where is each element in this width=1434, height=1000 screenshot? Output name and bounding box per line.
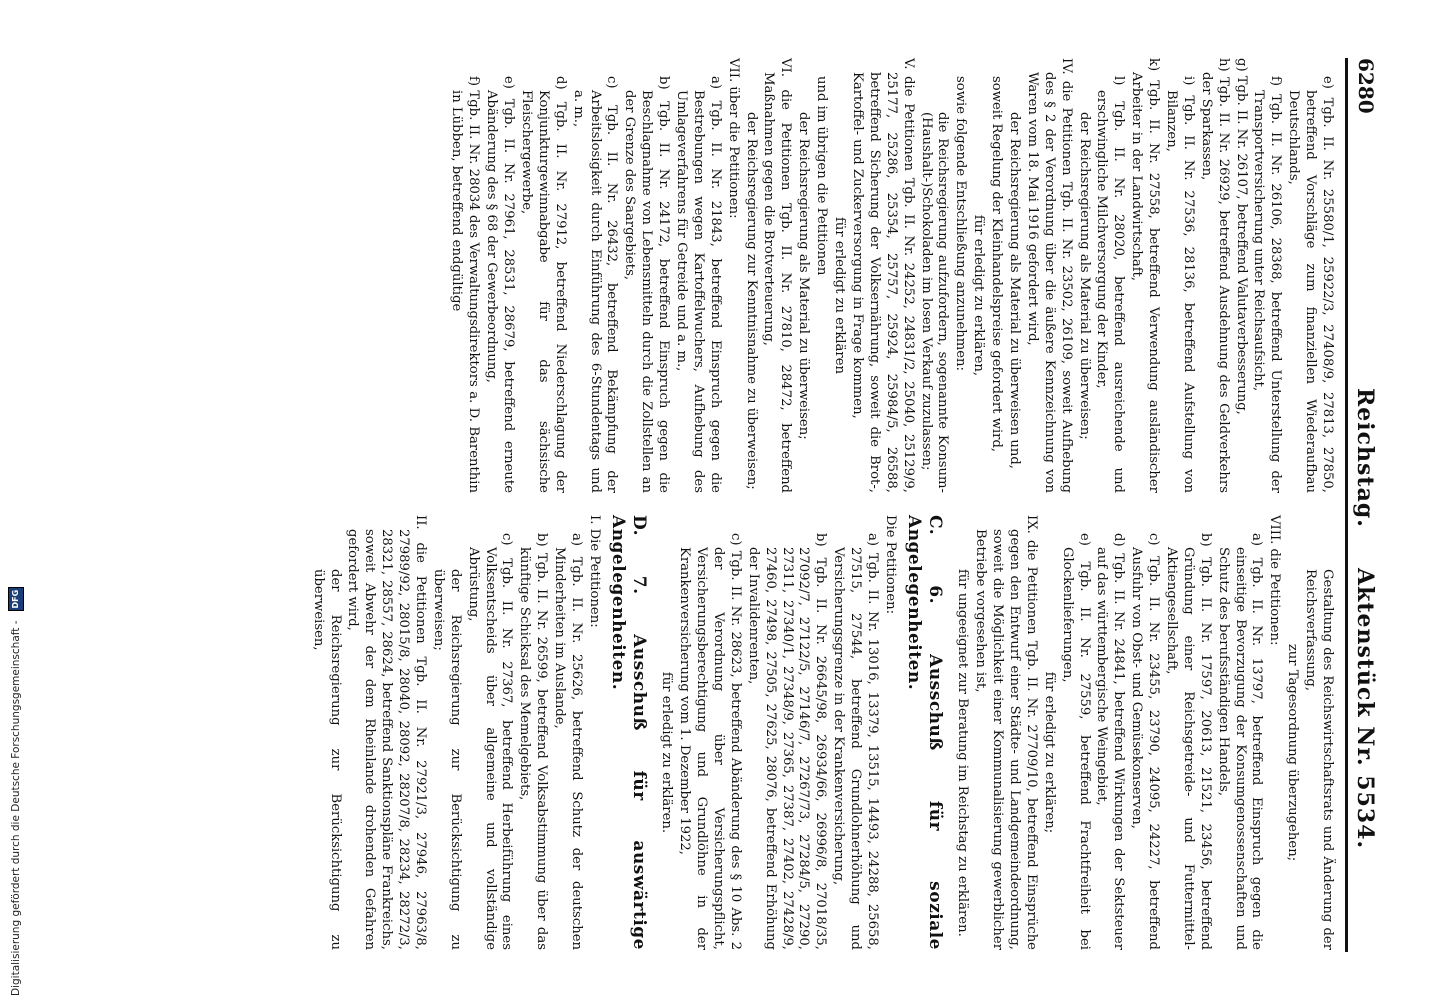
petition-entry: IX. die Petitionen Tgb. II. Nr. 27709/10, betreffend Einsprüche gegen den Entwurf einer Städte- und Landgemeindeordnung, soweit die Möglichkeit einer Kommunalisierung gewerblicher Betriebe vorgesehen ist, xyxy=(973,515,1039,950)
petition-entry: d) Tgb. II. Nr. 24841, betreffend Wirkungen der Sektsteuer auf das württembergische Weingebiet, xyxy=(1094,533,1127,950)
petition-entry: e) Tgb. II. Nr. 27559, betreffend Frachtfreiheit bei Glockenlieferungen, xyxy=(1059,533,1092,950)
petition-entry: II. die Petitionen Tgb. II. Nr. 27921/3, 27946, 27963/8, 27989/92, 28015/8, 28040, 28092, 28207/8, 28234, 28272/3, 28321, 28557, 28624, betreffend Sanktionspläne Frankreichs, soweit Abwehr der dem Rheinlande drohenden Gefahren gefordert wird, xyxy=(345,515,429,950)
petition-entry: sowie folgende Entschließung anzunehmen: xyxy=(953,76,969,371)
petition-entry: für erledigt zu erklären, xyxy=(971,214,987,377)
petition-entry: h) Tgb. II. Nr. 26929, betreffend Ausdehnung des Geldverkehrs der Sparkassen, xyxy=(1198,58,1231,493)
left-column xyxy=(308,58,1335,493)
petition-entry: V. die Petitionen Tgb. II. Nr. 24252, 24831/2, 25040, 25129/9, 25177, 25286, 25354, 25757, 25924, 25984/5, 26588, betreffend Sicherung der Volksernährung, soweit die Brot-, Kartoffel- und Zuckerversorgung in Frage kommen, xyxy=(849,58,916,493)
petition-entry: die Reichsregierung aufzufordern, sogenannte Konsum-(Haushalt-)Schokoladen im losen Verkauf zuzulassen; xyxy=(918,112,951,493)
petition-entry: b) Tgb. II. Nr. 26645/98, 26934/66, 26996/8, 27018/35, 27092/7, 27122/5, 27146/7, 27267/73, 27284/5, 27290, 27311, 27340/1, 27348/9, 27365, 27387, 27402, 27428/9, 27460, 27498, 27505, 27625, 28076, betreffend Erhöhung der Invalidenrenten, xyxy=(745,533,829,950)
section-heading: C. 6. Ausschuß für soziale Angelegenheiten. xyxy=(903,515,946,950)
petition-entry: g) Tgb. II. Nr. 26107, betreffend Valutaverbesserung, xyxy=(1233,58,1249,415)
petition-entry: für erledigt zu erklären. xyxy=(659,671,675,834)
petition-entry: der Reichsregierung als Material zu überweisen; xyxy=(1076,112,1092,440)
running-head-reichstag: Reichstag. xyxy=(1352,388,1378,528)
petition-entry: VI. die Petitionen Tgb. II. Nr. 27810, 28472, betreffend Maßnahmen gegen die Brotverteuerung, xyxy=(761,58,794,493)
petition-entry: der Reichsregierung als Material zu überweisen; xyxy=(796,112,812,440)
petition-entry: soweit Regelung der Kleinhandelspreise gefordert wird, xyxy=(989,76,1005,453)
petition-entry: i) Tgb. II. Nr. 27536, 28136, betreffend Aufstellung von Bilanzen, xyxy=(1163,76,1196,493)
page-header xyxy=(1345,58,1378,952)
petition-entry: c) Tgb. II. Nr. 28623, betreffend Abänderung des § 10 Abs. 2 der Verordnung über Versicherungspflicht, Versicherungsberechtigung und Grundlöhne in der Krankenversicherung vom 1. Dezember 1922, xyxy=(677,533,743,950)
rotated-scanned-page xyxy=(24,0,1434,1000)
petition-entry: k) Tgb. II. Nr. 27558, betreffend Verwendung ausländischer Arbeiter in der Landwirtschaft, xyxy=(1129,58,1162,493)
petition-entry: b) Tgb. II. Nr. 26599, betreffend Volksabstimmung über das künftige Schicksal des Memelgebiets, xyxy=(517,533,550,950)
petition-entry: zur Tagesordnung überzugehen; xyxy=(1285,643,1301,862)
credit-text: Digitalisierung gefördert durch die Deutsche Forschungsgemeinschaft - xyxy=(10,620,22,996)
petition-entry: a) Tgb. II. Nr. 21843, betreffend Einspruch gegen die Bestrebungen wegen Kartoffelwuchers, Aufhebung des Umlageverfahrens für Getreide und a. m., xyxy=(674,76,723,493)
petition-entry: b) Tgb. II. Nr. 24172, betreffend Einspruch gegen die Beschlagnahme von Lebensmitteln durch die Zollstellen an der Grenze des Saargebiets, xyxy=(622,76,672,493)
petition-entry: c) Tgb. II. Nr. 23455, 23790, 24095, 24227, betreffend Ausfuhr von Obst- und Gemüsekonserven, xyxy=(1129,533,1162,950)
petition-entry: Gestaltung des Reichswirtschaftsrats und Änderung der Reichsverfassung, xyxy=(1303,569,1335,950)
petition-entry: c) Tgb. II. Nr. 27367, betreffend Herbeiführung eines Volksentscheids über allgemeine und vollständige Abrüstung, xyxy=(465,533,515,950)
petition-entry: I. Die Petitionen: xyxy=(586,515,602,628)
section-heading: D. 7. Ausschuß für auswärtige Angelegenheiten. xyxy=(607,515,650,950)
petition-entry: d) Tgb. II. Nr. 27912, betreffend Niederschlagung der Konjunkturgewinnabgabe für das sächsische Fleischergewerbe, xyxy=(519,76,568,493)
petition-entry: für erledigt zu erklären; xyxy=(1041,671,1057,834)
petition-entry: l) Tgb. II. Nr. 28020, betreffend ausreichende und erschwingliche Milchversorgung der Kinder, xyxy=(1094,76,1127,493)
petition-entry: der Reichsregierung zur Kenntnisnahme zu überweisen; xyxy=(743,112,759,490)
two-column-body xyxy=(308,58,1335,952)
petition-entry: für ungeeignet zur Beratung im Reichstag zu erklären. xyxy=(955,569,971,937)
petition-entry: e) Tgb. II. Nr. 25580/1, 25922/3, 27408/9, 27813, 27850, betreffend Vorschläge zum finanziellen Wiederaufbau Deutschlands, xyxy=(1286,76,1335,493)
petition-entry: für erledigt zu erklären xyxy=(832,216,848,374)
petition-entry: der Reichsregierung zur Berücksichtigung zu überweisen, xyxy=(310,569,343,950)
petition-entry: der Reichsregierung als Material zu überweisen und, xyxy=(1006,112,1022,470)
petition-entry: b) Tgb. II. Nr. 17597, 20613, 21521, 23456, betreffend Gründung einer Reichsgetreide- und Futtermittel-Aktiengesellschaft, xyxy=(1163,533,1213,950)
page-number: 6280 xyxy=(1354,58,1378,114)
right-column xyxy=(308,515,1335,950)
petition-entry: und im übrigen die Petitionen xyxy=(814,76,830,276)
dfg-logo-icon: DFG xyxy=(8,587,24,611)
petition-entry: VII. über die Petitionen: xyxy=(725,58,741,219)
petition-entry: f) Tgb. II. Nr. 26106, 28368, betreffend Unterstellung der Transportversicherung unter Reichsaufsicht, xyxy=(1251,76,1284,493)
running-head-aktenstueck: Aktenstück Nr. 5534. xyxy=(1352,568,1378,850)
petition-entry: a) Tgb. II. Nr. 13016, 13379, 13515, 14493, 24288, 25658, 27515, 27544, betreffend Grundlohnerhöhung und Versicherungsgrenze in der Krankenversicherung, xyxy=(831,533,881,950)
petition-entry: a) Tgb. II. Nr. 25626, betreffend Schutz der deutschen Minderheiten im Auslande, xyxy=(552,533,585,950)
digitization-credit xyxy=(8,6,28,996)
petition-entry: c) Tgb. II. Nr. 26432, betreffend Bekämpfung der Arbeitslosigkeit durch Einführung des 6-Stundentags und a. m., xyxy=(570,76,620,493)
petition-entry: a) Tgb. II. Nr. 13797, betreffend Einspruch gegen die einseitige Bevorzugung der Konsumgenossenschaften und Schutz des berufsständigen Handels, xyxy=(1215,533,1265,950)
petition-entry: VIII. die Petitionen: xyxy=(1267,515,1283,646)
petition-entry: e) Tgb. II. Nr. 27961, 28531, 28679, betreffend erneute Abänderung des § 68 der Gewerbeordnung, xyxy=(484,76,517,493)
petition-entry: Die Petitionen: xyxy=(882,515,898,615)
petition-entry: IV. die Petitionen Tgb. II. Nr. 23502, 26109, soweit Aufhebung des § 2 der Verordnung über die äußere Kennzeichnung von Waren vom 18. Mai 1916 gefordert wird, xyxy=(1024,58,1074,493)
petition-entry: der Reichsregierung zur Berücksichtigung zu überweisen; xyxy=(430,569,463,950)
petition-entry: f) Tgb. II. Nr. 28034 des Verwaltungsdirektors a. D. Barenthin in Lübben, betreffend endgültige xyxy=(449,76,482,493)
